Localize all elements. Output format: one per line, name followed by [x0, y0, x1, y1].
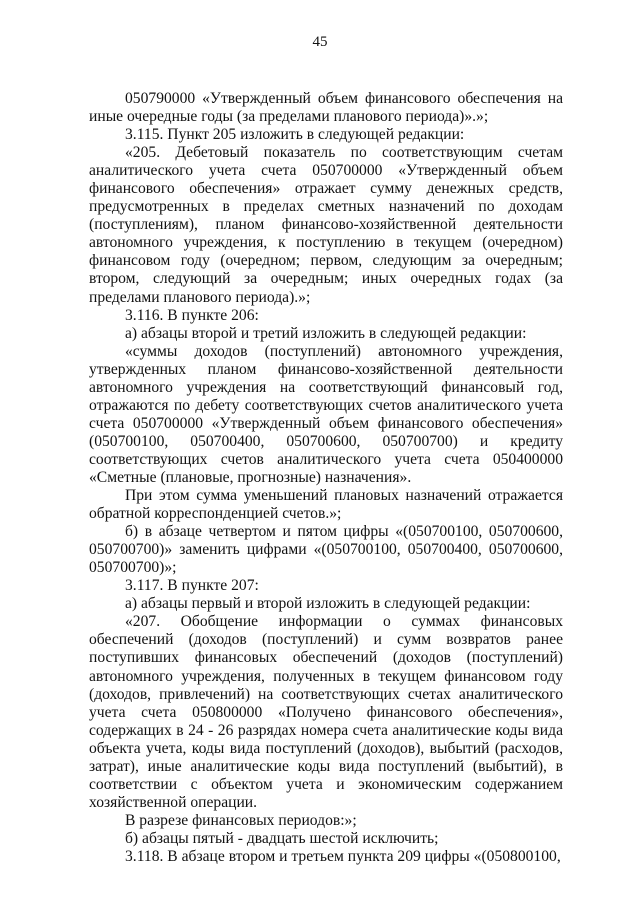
paragraph: 3.117. В пункте 207: [125, 577, 259, 595]
paragraph: б) абзацы пятый - двадцать шестой исключить; [125, 829, 439, 847]
paragraph: б) в абзаце четвертом и пятом цифры «(050700100, 050700600, 050700700)» заменить цифрами «(050700100, 050700400, 050700600, 050700700)»; [89, 523, 563, 577]
paragraph: «суммы доходов (поступлений) автономного учреждения, утвержденных планом финансово-хозяйственной деятельности автономного учреждения на соответствующий финансовый год, отражаются по дебету соответствующих счетов аналитического учета счета 050700000 «Утвержденный объем финансового обеспечения» (050700100, 050700400, 050700600, 050700700) и кредиту соответствующих счетов аналитического учета счета 050400000 «Сметные (плановые, прогнозные) назначения». [89, 342, 563, 486]
page-number: 45 [312, 34, 328, 50]
paragraph: В разрезе финансовых периодов:»; [125, 811, 357, 829]
paragraph: а) абзацы второй и третий изложить в следующей редакции: [125, 324, 527, 342]
paragraph: «207. Обобщение информации о суммах финансовых обеспечений (доходов (поступлений) и сумм возвратов ранее поступивших финансовых обеспечений (доходов (поступлений) автономного учреждения, полученных в текущем финансовом году (доходов, привлечений) на соответствующих счетах аналитического учета счета 050800000 «Получено финансового обеспечения», содержащих в 24 - 26 разрядах номера счета аналитические коды вида объекта учета, коды вида поступлений (доходов), выбытий (расходов, затрат), иные аналитические коды вида поступлений (выбытий), в соответствии с объектом учета и экономическим содержанием хозяйственной операции. [89, 613, 563, 811]
paragraph: 3.115. Пункт 205 изложить в следующей редакции: [125, 126, 465, 144]
paragraph: 3.116. В пункте 206: [125, 306, 259, 324]
paragraph: 050790000 «Утвержденный объем финансового обеспечения на иные очередные годы (за пределами планового периода)».»; [89, 90, 563, 126]
paragraph: При этом сумма уменьшений плановых назначений отражается обратной корреспонденцией счетов.»; [89, 487, 563, 523]
paragraph: 3.118. В абзаце втором и третьем пункта 209 цифры «(050800100, [125, 847, 561, 865]
paragraph: а) абзацы первый и второй изложить в следующей редакции: [125, 595, 531, 613]
paragraph: «205. Дебетовый показатель по соответствующим счетам аналитического учета счета 050700000 «Утвержденный объем финансового обеспечения» отражает сумму денежных средств, предусмотренных в пределах сметных назначений по доходам (поступлениям), планом финансово-хозяйственной деятельности автономного учреждения, к поступлению в текущем (очередном) финансовом году (очередном; первом, следующим за очередным; втором, следующий за очередным; иных очередных годах (за пределами планового периода).»; [89, 144, 563, 306]
document-body [89, 90, 563, 866]
